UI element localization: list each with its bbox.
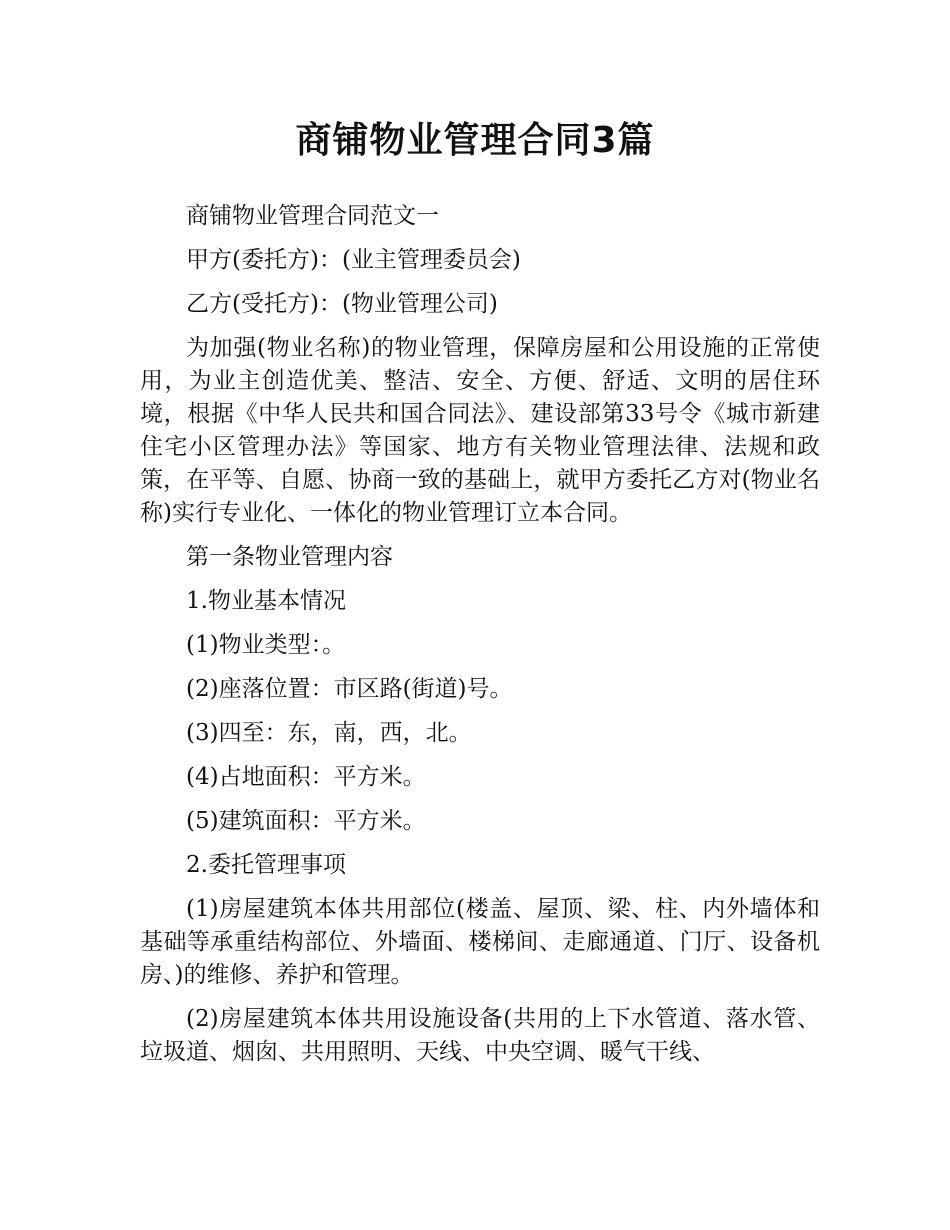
paragraph-party-a: 甲方(委托方)：(业主管理委员会): [186, 247, 521, 273]
paragraph-item-1: (1)物业类型：。: [186, 632, 346, 658]
paragraph-item-2: (2)座落位置：市区路(街道)号。: [186, 676, 513, 702]
document-title: 商铺物业管理合同3篇: [295, 120, 655, 161]
paragraph-section-1: 1.物业基本情况: [186, 588, 346, 614]
paragraph-matter-2: (2)房屋建筑本体共用设施设备(共用的上下水管道、落水管、垃圾道、烟囱、共用照明、天线、中央空调、暖气干线、: [140, 1006, 820, 1065]
document-body: [140, 200, 820, 1080]
paragraph-subtitle: 商铺物业管理合同范文一: [186, 203, 439, 229]
paragraph-article-one: 第一条物业管理内容: [186, 544, 393, 570]
paragraph-section-2: 2.委托管理事项: [186, 852, 346, 878]
paragraph-item-4: (4)占地面积：平方米。: [186, 764, 426, 790]
paragraph-matter-1: (1)房屋建筑本体共用部位(楼盖、屋顶、梁、柱、内外墙体和基础等承重结构部位、外墙面、楼梯间、走廊通道、门厅、设备机房、)的维修、养护和管理。: [140, 896, 820, 988]
paragraph-item-3: (3)四至：东，南，西，北。: [186, 720, 472, 746]
paragraph-party-b: 乙方(受托方)：(物业管理公司): [186, 291, 498, 317]
paragraph-item-5: (5)建筑面积：平方米。: [186, 808, 426, 834]
paragraph-preamble: 为加强(物业名称)的物业管理，保障房屋和公用设施的正常使用，为业主创造优美、整洁、安全、方便、舒适、文明的居住环境，根据《中华人民共和国合同法》、建设部第33号令《城市新建住宅小区管理办法》等国家、地方有关物业管理法律、法规和政策，在平等、自愿、协商一致的基础上，就甲方委托乙方对(物业名称)实行专业化、一体化的物业管理订立本合同。: [140, 335, 820, 526]
